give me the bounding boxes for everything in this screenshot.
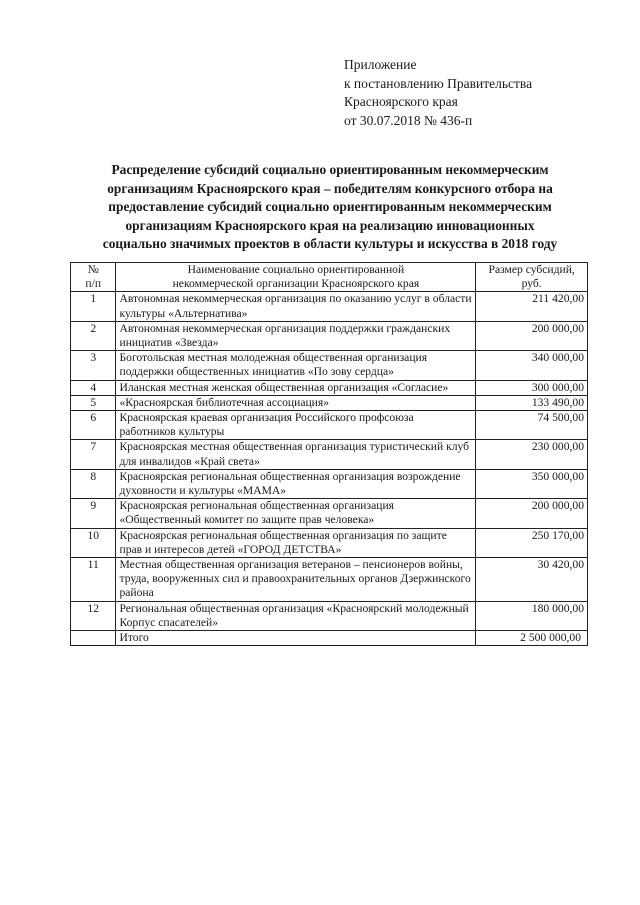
table-row [71, 558, 588, 602]
row-amount: 230 000,00 [476, 440, 588, 469]
table-row [71, 395, 588, 410]
row-num: 12 [71, 601, 116, 630]
header-num: № п/п [71, 263, 116, 292]
row-name: Местная общественная организация ветеранов – пенсионеров войны, труда, вооруженных сил и правоохранительных органов Дзержинского района [116, 558, 476, 602]
row-num: 1 [71, 292, 116, 321]
title-line: организациям Красноярского края – победителям конкурсного отбора на [107, 180, 553, 196]
row-name: Красноярская краевая организация Российского профсоюза работников культуры [116, 411, 476, 440]
row-num: 2 [71, 321, 116, 350]
row-amount: 74 500,00 [476, 411, 588, 440]
row-amount: 350 000,00 [476, 469, 588, 498]
row-name: Боготольская местная молодежная общественная организация поддержки общественных инициатив «По зову сердца» [116, 351, 476, 380]
row-num: 3 [71, 351, 116, 380]
row-name: Иланская местная женская общественная организация «Согласие» [116, 380, 476, 395]
row-name: Красноярская региональная общественная организация «Общественный комитет по защите прав человека» [116, 499, 476, 528]
table-row [71, 411, 588, 440]
row-amount: 340 000,00 [476, 351, 588, 380]
row-name: Красноярская местная общественная организация туристический клуб для инвалидов «Край света» [116, 440, 476, 469]
title-line: социально значимых проектов в области культуры и искусства в 2018 году [102, 236, 558, 252]
document-title [60, 161, 600, 254]
row-name: Региональная общественная организация «Красноярский молодежный Корпус спасателей» [116, 601, 476, 630]
row-num: 9 [71, 499, 116, 528]
appendix-line: от 30.07.2018 № 436-п [344, 112, 473, 128]
title-line: предоставление субсидий социально ориентированным некоммерческим [108, 199, 552, 215]
table-row [71, 321, 588, 350]
appendix-block [344, 56, 532, 130]
table-row [71, 601, 588, 630]
row-amount: 200 000,00 [476, 499, 588, 528]
row-amount: 211 420,00 [476, 292, 588, 321]
row-num: 11 [71, 558, 116, 602]
header-name: Наименование социально ориентированной некоммерческой организации Красноярского края [116, 263, 476, 292]
title-line: организациям Красноярского края на реализацию инновационных [125, 217, 535, 233]
table-row [71, 469, 588, 498]
row-amount: 300 000,00 [476, 380, 588, 395]
title-line: Распределение субсидий социально ориентированным некоммерческим [111, 162, 549, 177]
row-amount: 200 000,00 [476, 321, 588, 350]
table-row [71, 499, 588, 528]
header-amount: Размер субсидий, руб. [476, 263, 588, 292]
total-row [71, 631, 588, 646]
table-row [71, 380, 588, 395]
row-amount: 180 000,00 [476, 601, 588, 630]
table-header-row [71, 263, 588, 292]
table-row [71, 528, 588, 557]
row-amount: 250 170,00 [476, 528, 588, 557]
row-num: 10 [71, 528, 116, 557]
table-row [71, 351, 588, 380]
row-num: 5 [71, 395, 116, 410]
appendix-line: Красноярского края [344, 94, 458, 109]
row-num: 6 [71, 411, 116, 440]
row-num: 7 [71, 440, 116, 469]
table-row [71, 292, 588, 321]
row-name: Красноярская региональная общественная организация по защите прав и интересов детей «ГОРОД ДЕТСТВА» [116, 528, 476, 557]
row-name: Красноярская региональная общественная организация возрождение духовности и культуры «МАМА» [116, 469, 476, 498]
row-amount: 133 490,00 [476, 395, 588, 410]
subsidy-table [70, 262, 588, 646]
appendix-line: Приложение [344, 57, 417, 72]
total-label: Итого [116, 631, 476, 646]
table-body [71, 292, 588, 646]
total-amount: 2 500 000,00 [476, 631, 588, 646]
row-num: 4 [71, 380, 116, 395]
row-name: «Красноярская библиотечная ассоциация» [116, 395, 476, 410]
table-row [71, 440, 588, 469]
row-name: Автономная некоммерческая организация поддержки гражданских инициатив «Звезда» [116, 321, 476, 350]
total-num [71, 631, 116, 646]
row-name: Автономная некоммерческая организация по оказанию услуг в области культуры «Альтернатива» [116, 292, 476, 321]
row-amount: 30 420,00 [476, 558, 588, 602]
row-num: 8 [71, 469, 116, 498]
appendix-line: к постановлению Правительства [344, 75, 533, 91]
